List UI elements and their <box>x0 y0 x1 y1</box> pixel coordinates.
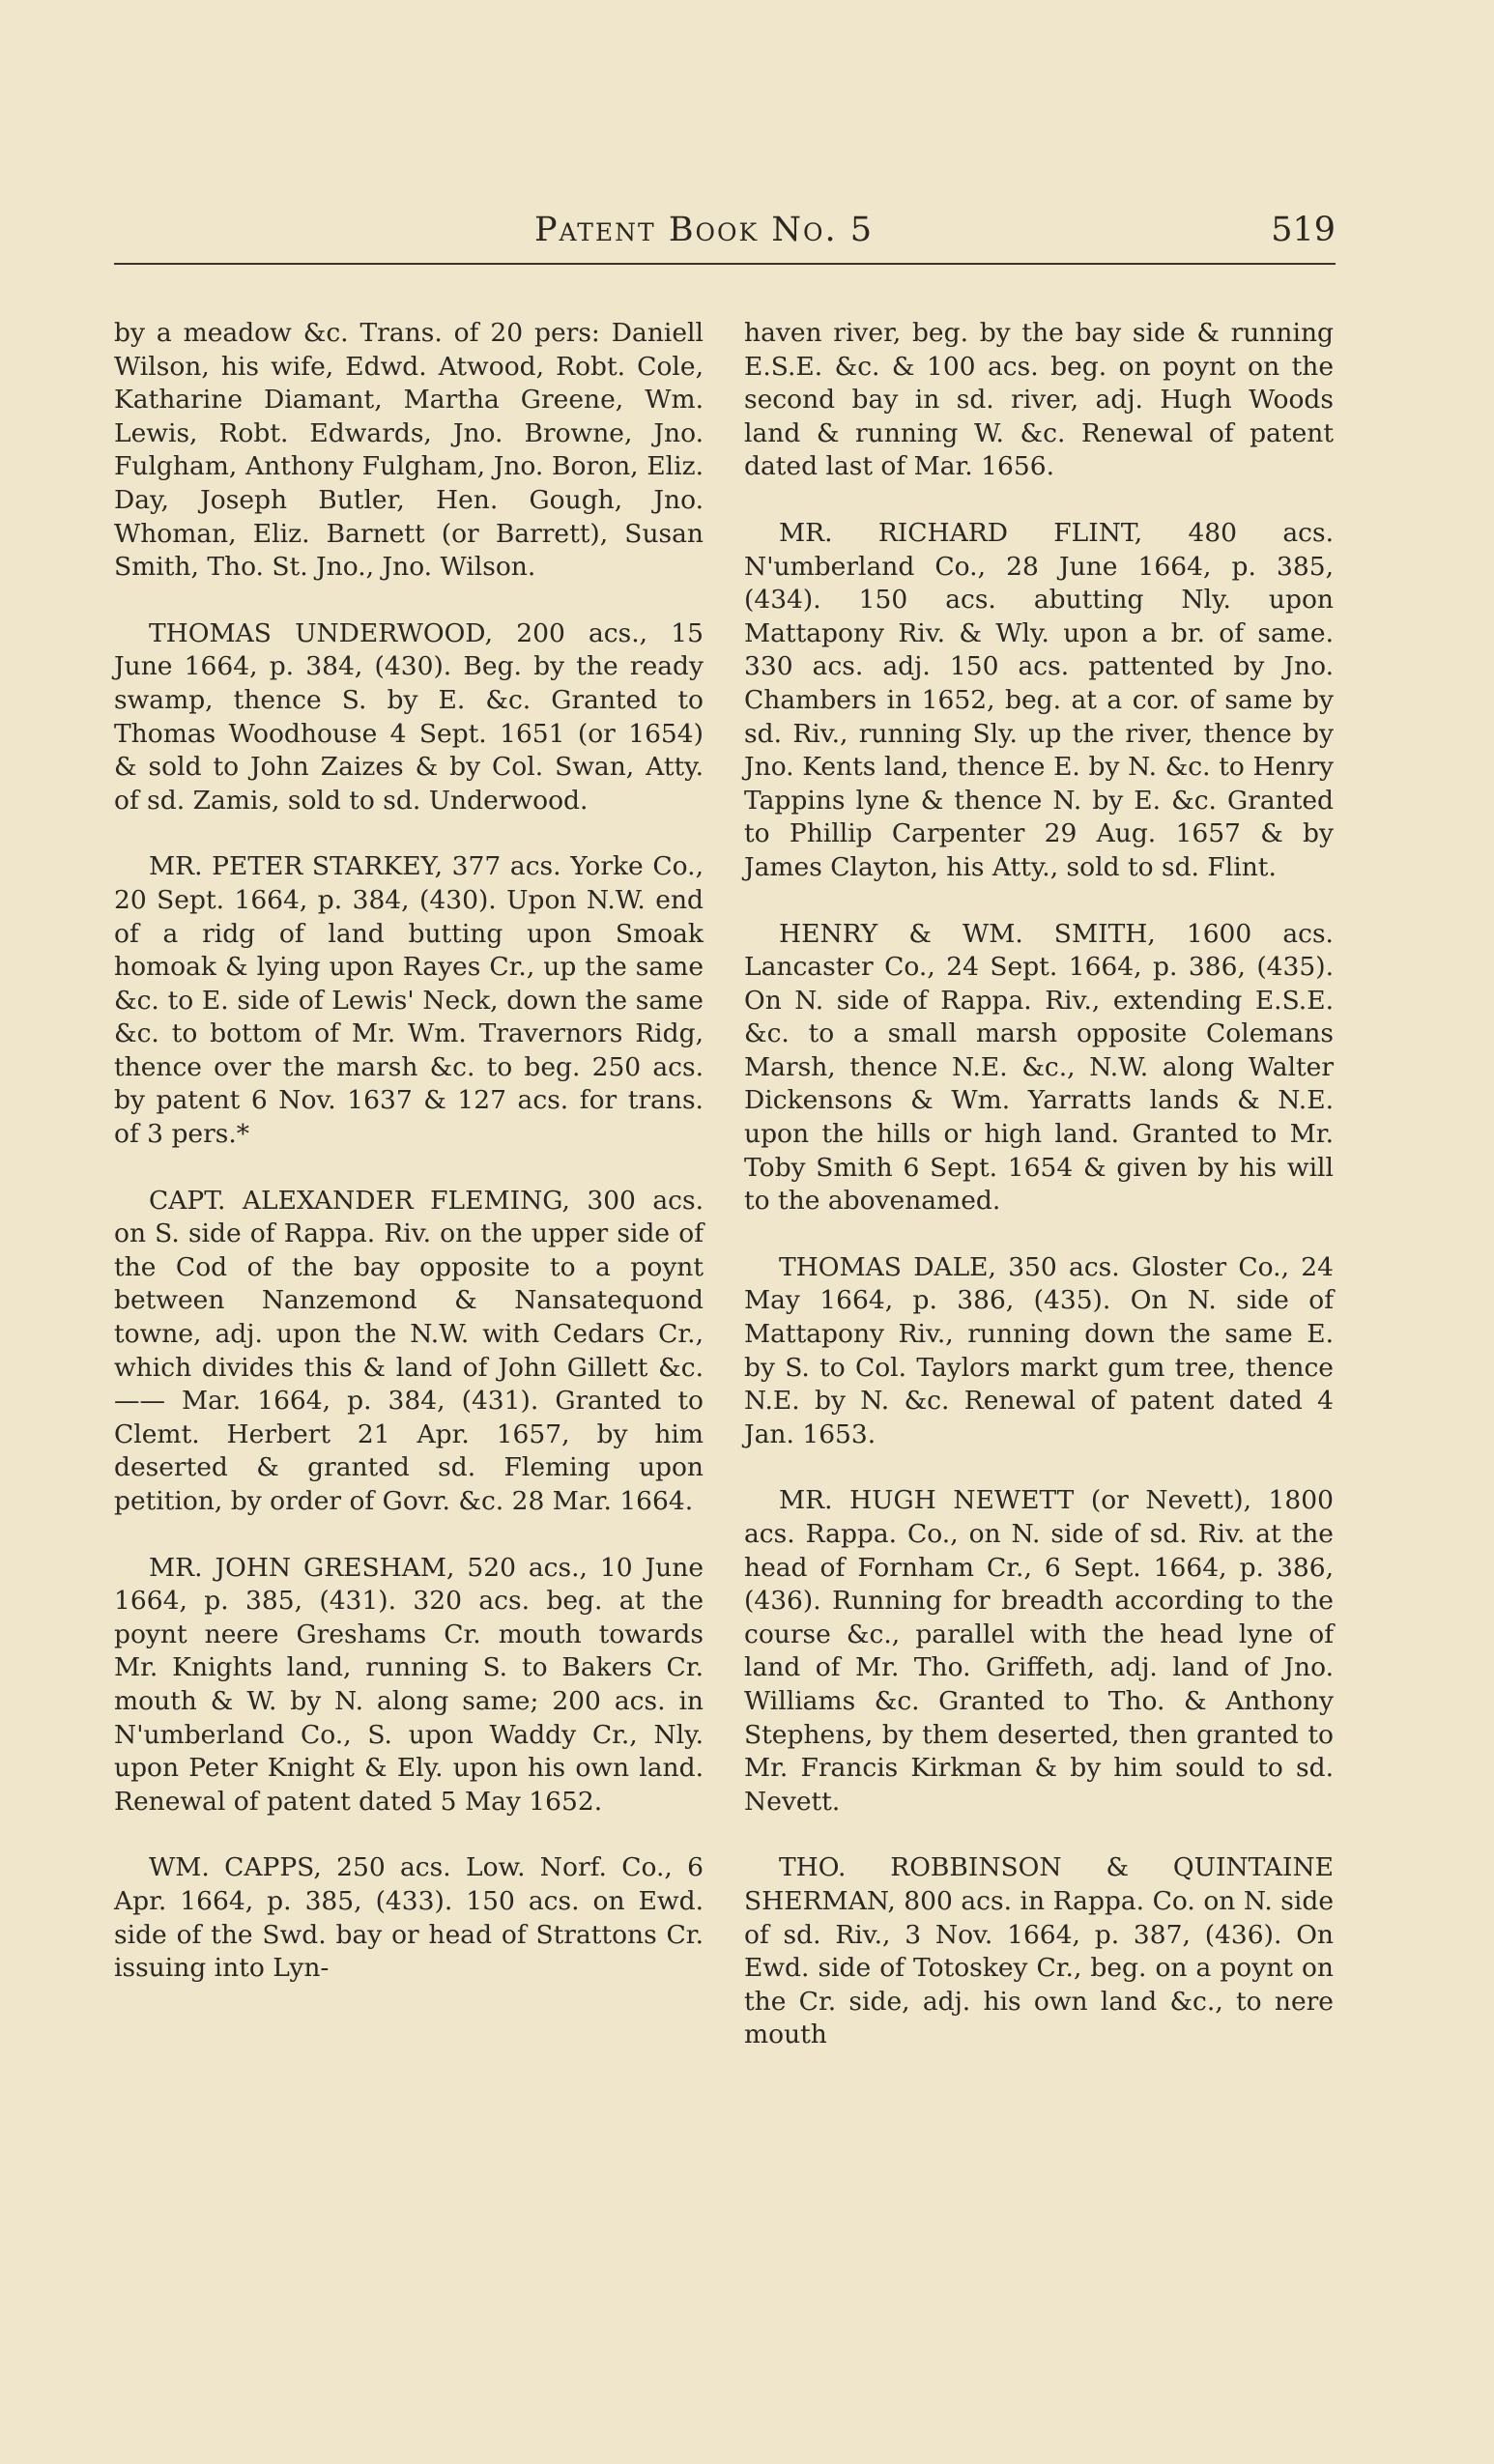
patent-entry: THOMAS DALE, 350 acs. Gloster Co., 24 May 1664, p. 386, (435). On N. side of Mattapony Riv., running down the same E. by S. to Col. Taylors markt gum tree, thence N.E. by N. &c. Renewal of patent dated 4 Jan. 1653. <box>744 1251 1334 1449</box>
patent-entry: WM. CAPPS, 250 acs. Low. Norf. Co., 6 Apr. 1664, p. 385, (433). 150 acs. on Ewd. side of the Swd. bay or head of Strattons Cr. issuing into Lyn- <box>114 1852 704 1984</box>
entry-continuation: haven river, beg. by the bay side & running E.S.E. &c. & 100 acs. beg. on poynt on the second bay in sd. river, adj. Hugh Woods land & running W. &c. Renewal of patent dated last of Mar. 1656. <box>744 318 1334 482</box>
patent-entry: MR. HUGH NEWETT (or Nevett), 1800 acs. Rappa. Co., on N. side of sd. Riv. at the head of Fornham Cr., 6 Sept. 1664, p. 386, (436). Running for breadth according to the course &c., parallel with the head lyne of land of Mr. Tho. Griffeth, adj. land of Jno. Williams &c. Granted to Tho. & Anthony Stephens, by them deserted, then granted to Mr. Francis Kirkman & by him sould to sd. Nevett. <box>744 1485 1334 1817</box>
page-number: 519 <box>1271 211 1336 249</box>
patent-entry: HENRY & WM. SMITH, 1600 acs. Lancaster Co., 24 Sept. 1664, p. 386, (435). On N. side of Rappa. Riv., extending E.S.E. &c. to a small marsh opposite Colemans Marsh, thence N.E. &c., N.W. along Walter Dickensons & Wm. Yarratts lands & N.E. upon the hills or high land. Granted to Mr. Toby Smith 6 Sept. 1654 & given by his will to the abovenamed. <box>744 918 1334 1217</box>
patent-entry: MR. JOHN GRESHAM, 520 acs., 10 June 1664, p. 385, (431). 320 acs. beg. at the poynt neere Greshams Cr. mouth towards Mr. Knights land, running S. to Bakers Cr. mouth & W. by N. along same; 200 acs. in N'umberland Co., S. upon Waddy Cr., Nly. upon Peter Knight & Ely. upon his own land. Renewal of patent dated 5 May 1652. <box>114 1552 704 1817</box>
patent-entry: MR. PETER STARKEY, 377 acs. Yorke Co., 20 Sept. 1664, p. 384, (430). Upon N.W. end of a ridg of land butting upon Smoak homoak & lying upon Rayes Cr., up the same &c. to E. side of Lewis' Neck, down the same &c. to bottom of Mr. Wm. Travernors Ridg, thence over the marsh &c. to beg. 250 acs. by patent 6 Nov. 1637 & 127 acs. for trans. of 3 pers.* <box>114 851 704 1150</box>
patent-entry: THO. ROBBINSON & QUINTAINE SHERMAN, 800 acs. in Rappa. Co. on N. side of sd. Riv., 3 Nov. 1664, p. 387, (436). On Ewd. side of Totoskey Cr., beg. on a poynt on the Cr. side, adj. his own land &c., to nere mouth <box>744 1852 1334 2050</box>
patent-entry: MR. RICHARD FLINT, 480 acs. N'umberland Co., 28 June 1664, p. 385, (434). 150 acs. abutting Nly. upon Mattapony Riv. & Wly. upon a br. of same. 330 acs. adj. 150 acs. pattented by Jno. Chambers in 1652, beg. at a cor. of same by sd. Riv., running Sly. up the river, thence by Jno. Kents land, thence E. by N. &c. to Henry Tappins lyne & thence N. by E. &c. Granted to Phillip Carpenter 29 Aug. 1657 & by James Clayton, his Atty., sold to sd. Flint. <box>744 517 1334 882</box>
patent-entry: THOMAS UNDERWOOD, 200 acs., 15 June 1664, p. 384, (430). Beg. by the ready swamp, thence S. by E. &c. Granted to Thomas Woodhouse 4 Sept. 1651 (or 1654) & sold to John Zaizes & by Col. Swan, Atty. of sd. Zamis, sold to sd. Underwood. <box>114 617 704 816</box>
running-title: Patent Book No. 5 <box>534 211 874 249</box>
patent-entry: CAPT. ALEXANDER FLEMING, 300 acs. on S. side of Rappa. Riv. on the upper side of the Cod of the bay opposite to a poynt between Nanzemond & Nansatequond towne, adj. upon the N.W. with Cedars Cr., which divides this & land of John Gillett &c. —— Mar. 1664, p. 384, (431). Granted to Clemt. Herbert 21 Apr. 1657, by him deserted & granted sd. Fleming upon petition, by order of Govr. &c. 28 Mar. 1664. <box>114 1185 704 1516</box>
right-column <box>744 317 1334 2085</box>
page-header <box>114 211 1336 259</box>
header-rule <box>114 263 1336 265</box>
entry-continuation: by a meadow &c. Trans. of 20 pers: Daniell Wilson, his wife, Edwd. Atwood, Robt. Cole, Katharine Diamant, Martha Greene, Wm. Lewis, Robt. Edwards, Jno. Browne, Jno. Fulgham, Anthony Fulgham, Jno. Boron, Eliz. Day, Joseph Butler, Hen. Gough, Jno. Whoman, Eliz. Barnett (or Barrett), Susan Smith, Tho. St. Jno., Jno. Wilson. <box>114 318 704 583</box>
left-column <box>114 317 704 2019</box>
